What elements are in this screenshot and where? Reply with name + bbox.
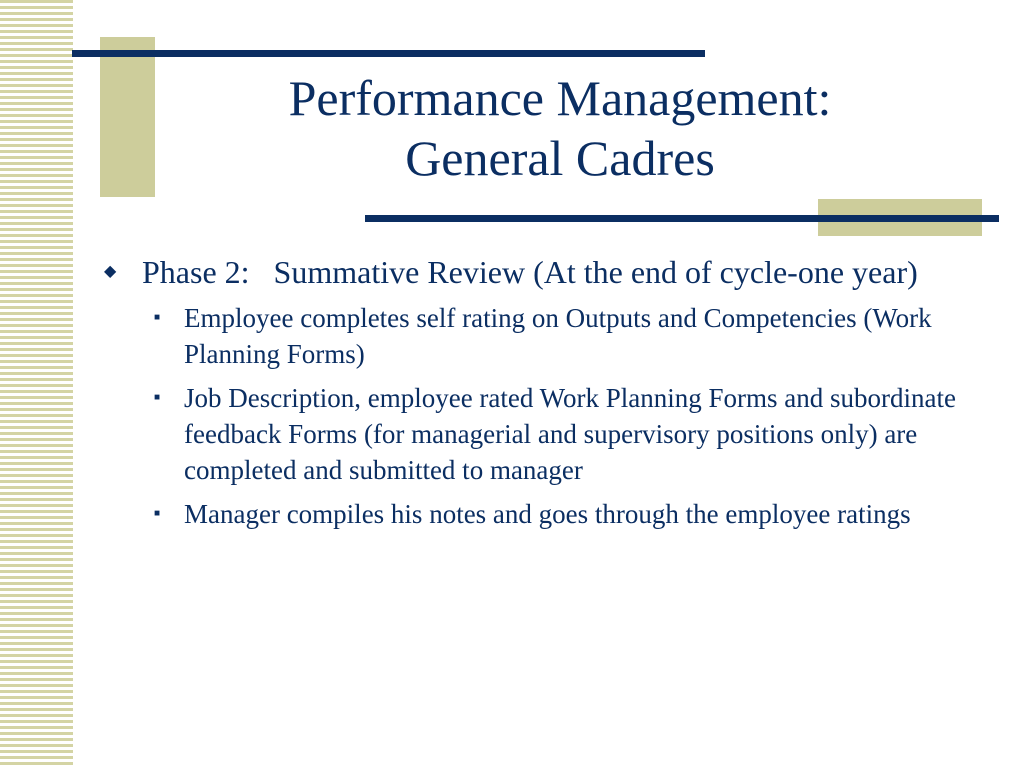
sub-bullet-item	[100, 380, 980, 488]
sub-bullet-text: Job Description, employee rated Work Planning Forms and subordinate feedback Forms (for managerial and supervisory positions only) are completed and submitted to manager	[184, 383, 956, 485]
slide-title	[170, 68, 950, 188]
sub-bullet-text: Employee completes self rating on Outputs and Competencies (Work Planning Forms)	[184, 303, 932, 369]
sub-bullet-item	[100, 300, 980, 372]
square-bullet-icon: ■	[154, 392, 161, 403]
decorative-tan-block-top	[100, 37, 155, 197]
square-bullet-icon: ■	[154, 312, 161, 323]
main-bullet-item	[100, 252, 980, 292]
decorative-navy-line-top	[72, 50, 705, 57]
sub-bullet-list	[100, 300, 980, 532]
decorative-navy-line-bottom	[365, 215, 999, 222]
decorative-stripe-strip	[0, 0, 73, 768]
sub-bullet-text: Manager compiles his notes and goes through the employee ratings	[184, 499, 911, 529]
diamond-bullet-icon: ◆	[104, 263, 117, 280]
square-bullet-icon: ■	[154, 508, 161, 519]
sub-bullet-item	[100, 496, 980, 532]
slide-title-line-2: General Cadres	[405, 130, 715, 186]
slide-title-line-1: Performance Management:	[288, 70, 832, 126]
slide-content	[100, 252, 980, 540]
main-bullet-text: Phase 2: Summative Review (At the end of cycle-one year)	[142, 254, 918, 290]
